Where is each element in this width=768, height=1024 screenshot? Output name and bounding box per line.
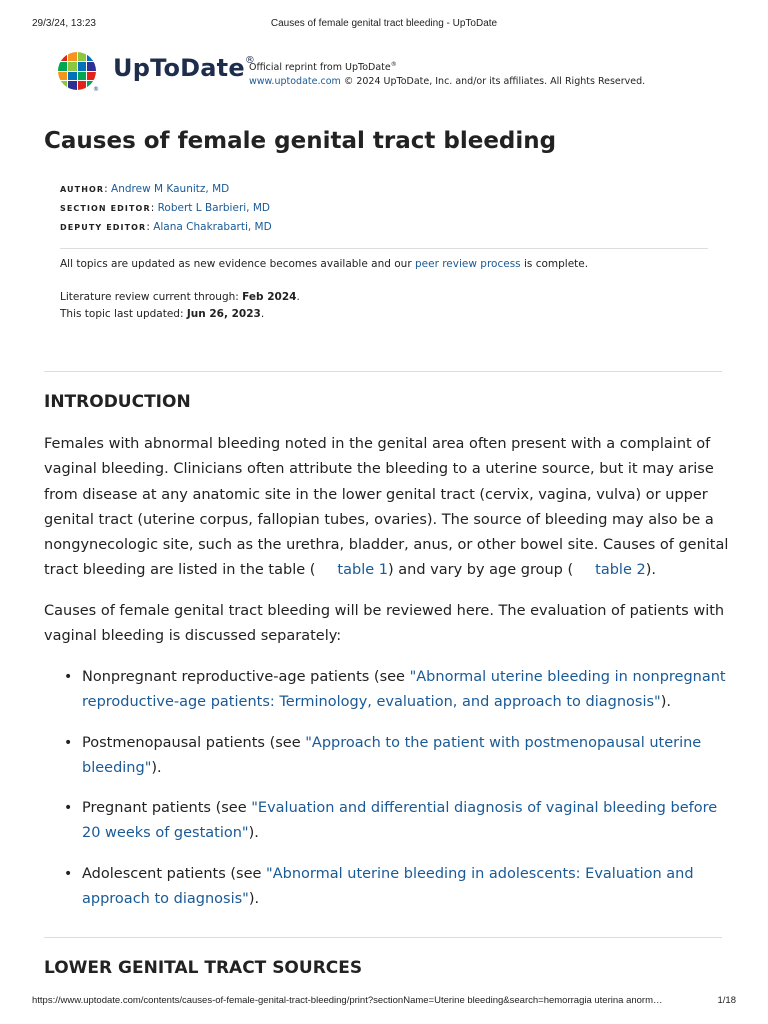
- logo-tile: [68, 72, 77, 81]
- reprint-line: Official reprint from UpToDate: [249, 62, 391, 74]
- print-page-title: Causes of female genital tract bleeding - UpToDate: [270, 18, 498, 29]
- print-url: https://www.uptodate.com/contents/causes-of-female-genital-tract-bleeding/print?sectionName=Uterine bleeding&search=hemorragia uterina anorm…: [32, 995, 663, 1006]
- update-note-end: is complete.: [520, 258, 589, 270]
- topic-link-postmenopausal[interactable]: "Approach to the patient with postmenopausal uterine bleeding": [82, 734, 702, 776]
- author-link[interactable]: Andrew M Kaunitz, MD: [111, 183, 230, 195]
- bullet-icon: •: [64, 734, 73, 751]
- intro-end-text: ).: [645, 562, 656, 579]
- header-divider: [44, 371, 722, 372]
- deputy-editor-label: DEPUTY EDITOR: [60, 223, 147, 232]
- brand-name: [113, 54, 255, 82]
- list-item: [62, 796, 732, 847]
- logo-tile: [58, 52, 67, 61]
- literature-label: Literature review current through:: [60, 291, 243, 303]
- literature-review-line: [60, 291, 300, 303]
- table-1-link[interactable]: table 1: [337, 562, 388, 579]
- last-updated-date: Jun 26, 2023: [186, 308, 261, 320]
- logo-tile: [58, 72, 67, 81]
- brand-name-text: UpToDate: [113, 54, 245, 82]
- logo-tile: [68, 52, 77, 61]
- reprint-registered-mark: ®: [390, 61, 397, 68]
- logo-tile: [68, 62, 77, 71]
- list-item-end: ).: [248, 891, 260, 908]
- author-byline: [60, 180, 272, 237]
- literature-date: Feb 2024: [242, 291, 297, 303]
- overview-paragraph: Causes of female genital tract bleeding will be reviewed here. The evaluation of patients with vaginal bleeding is discussed separately:: [44, 603, 725, 645]
- intro-mid-text: ) and vary by age group (: [387, 562, 574, 579]
- last-updated-label: This topic last updated:: [60, 308, 187, 320]
- topic-link-pregnant[interactable]: "Evaluation and differential diagnosis of vaginal bleeding before 20 weeks of gestation": [82, 800, 718, 842]
- list-item-end: ).: [248, 825, 259, 842]
- page-number: 1/18: [717, 995, 736, 1006]
- update-note-text: All topics are updated as new evidence becomes available and our: [60, 258, 415, 270]
- rights-text: © 2024 UpToDate, Inc. and/or its affiliates. All Rights Reserved.: [343, 76, 646, 88]
- logo-tile: [78, 81, 87, 90]
- author-label: AUTHOR: [60, 185, 105, 194]
- reprint-notice: [249, 58, 645, 89]
- list-item-end: ).: [151, 759, 162, 776]
- section-editor-link[interactable]: Robert L Barbieri, MD: [157, 202, 270, 214]
- author-row: AUTHOR: Andrew M Kaunitz, MD: [60, 183, 230, 195]
- evaluation-topic-list: [62, 665, 732, 927]
- logo-registered-mark: ®: [93, 86, 99, 93]
- logo-tile: [58, 62, 67, 71]
- logo-tile: [78, 62, 87, 71]
- logo-tile: [87, 62, 96, 71]
- bullet-icon: •: [64, 669, 73, 685]
- topic-link-adolescent[interactable]: "Abnormal uterine bleeding in adolescents: Evaluation and approach to diagnosis": [82, 865, 694, 908]
- intro-text: Females with abnormal bleeding noted in the genital area often present with a complaint of vaginal bleeding. Clinicians often attribute the bleeding to a uterine source, but it may arise from disease at any anatomic site in the lower genital tract (cervix, vagina, vulva) or upper genital tract (uterine corpus, fallopian tubes, ovaries). The source of bleeding may also be a nongynecologic site, such as the urethra, bladder, anus, or other bowel site. Causes of genital tract bleeding are listed in the table (: [44, 436, 729, 579]
- list-item-text: Pregnant patients (see: [82, 800, 252, 817]
- list-item-text: Nonpregnant reproductive-age patients (see: [82, 669, 410, 685]
- peer-review-link[interactable]: peer review process: [414, 258, 521, 270]
- deputy-editor-row: DEPUTY EDITOR: Alana Chakrabarti, MD: [60, 221, 272, 233]
- section-editor-label: SECTION EDITOR: [60, 204, 151, 213]
- logo-tile: [78, 52, 87, 61]
- last-updated-line: [60, 308, 264, 320]
- section-heading-introduction: INTRODUCTION: [44, 392, 191, 412]
- uptodate-logo-icon: [58, 52, 96, 90]
- print-footer: [32, 995, 736, 1009]
- bullet-icon: •: [64, 865, 73, 882]
- table-2-link[interactable]: table 2: [595, 562, 646, 579]
- brand-registered-mark: ®: [244, 55, 256, 66]
- last-updated-end: .: [260, 308, 265, 320]
- section-divider: [44, 937, 722, 938]
- list-item-text: Adolescent patients (see: [82, 865, 267, 882]
- list-item: [62, 665, 732, 716]
- bullet-icon: •: [64, 800, 73, 817]
- deputy-editor-link[interactable]: Alana Chakrabarti, MD: [153, 221, 272, 233]
- print-header: [32, 18, 736, 32]
- uptodate-site-link[interactable]: www.uptodate.com: [249, 76, 341, 88]
- intro-paragraph: [44, 432, 734, 584]
- list-item: [62, 731, 732, 782]
- logo-tile: [78, 72, 87, 81]
- page-title: Causes of female genital tract bleeding: [44, 128, 557, 154]
- list-item-text: Postmenopausal patients (see: [82, 734, 306, 751]
- topic-link-nonpregnant[interactable]: "Abnormal uterine bleeding in nonpregnant reproductive-age patients: Terminology, evaluation, and approach to diagnosis": [82, 669, 726, 711]
- section-editor-row: SECTION EDITOR: Robert L Barbieri, MD: [60, 202, 270, 214]
- print-datetime: 29/3/24, 13:23: [32, 18, 96, 29]
- update-note: [60, 258, 588, 270]
- literature-end: .: [296, 291, 300, 303]
- byline-divider: [60, 248, 708, 249]
- logo-tile: [58, 81, 67, 90]
- section-heading-lower-genital-tract: LOWER GENITAL TRACT SOURCES: [44, 958, 363, 978]
- logo-tile: [68, 81, 77, 90]
- logo-tile: [87, 52, 96, 61]
- logo-tile: [87, 72, 96, 81]
- list-item-end: ).: [660, 694, 671, 711]
- list-item: [62, 862, 732, 913]
